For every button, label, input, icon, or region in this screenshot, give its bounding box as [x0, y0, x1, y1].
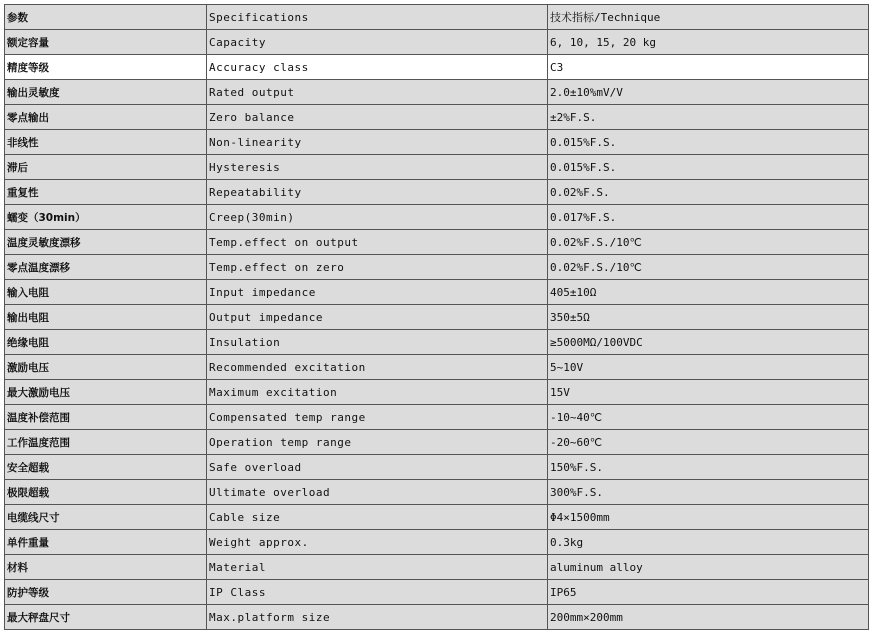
parameter-cell: 输出电阻: [5, 305, 207, 330]
specification-cell: Recommended excitation: [207, 355, 548, 380]
table-row: [5, 605, 869, 630]
table-row: [5, 255, 869, 280]
table-row: [5, 30, 869, 55]
technique-cell: 0.017%F.S.: [548, 205, 869, 230]
parameter-cell: 滞后: [5, 155, 207, 180]
technique-cell: 350±5Ω: [548, 305, 869, 330]
table-header-row: [5, 5, 869, 30]
specification-cell: Weight approx.: [207, 530, 548, 555]
table-row: [5, 530, 869, 555]
header-parameter-cell: 参数: [5, 5, 207, 30]
specification-cell: Ultimate overload: [207, 480, 548, 505]
technique-cell: 405±10Ω: [548, 280, 869, 305]
specification-cell: Output impedance: [207, 305, 548, 330]
table-row: [5, 430, 869, 455]
parameter-cell: 极限超载: [5, 480, 207, 505]
parameter-cell: 电缆线尺寸: [5, 505, 207, 530]
specification-cell: Creep(30min): [207, 205, 548, 230]
specification-cell: Material: [207, 555, 548, 580]
specification-cell: Capacity: [207, 30, 548, 55]
parameter-cell: 防护等级: [5, 580, 207, 605]
specification-cell: Cable size: [207, 505, 548, 530]
table-row: [5, 180, 869, 205]
specification-cell: Operation temp range: [207, 430, 548, 455]
specification-cell: Temp.effect on output: [207, 230, 548, 255]
specification-cell: Hysteresis: [207, 155, 548, 180]
technique-cell: -20~60℃: [548, 430, 869, 455]
parameter-cell: 最大秤盘尺寸: [5, 605, 207, 630]
table-row: [5, 55, 869, 80]
parameter-cell: 输出灵敏度: [5, 80, 207, 105]
specification-cell: Repeatability: [207, 180, 548, 205]
specification-cell: Safe overload: [207, 455, 548, 480]
specification-cell: Insulation: [207, 330, 548, 355]
parameter-cell: 输入电阻: [5, 280, 207, 305]
table-row: [5, 330, 869, 355]
table-row: [5, 480, 869, 505]
technique-cell: -10~40℃: [548, 405, 869, 430]
technique-cell: ≥5000MΩ/100VDC: [548, 330, 869, 355]
table-row: [5, 155, 869, 180]
technique-cell: 0.02%F.S./10℃: [548, 230, 869, 255]
technique-cell: Φ4×1500mm: [548, 505, 869, 530]
parameter-cell: 最大激励电压: [5, 380, 207, 405]
parameter-cell: 温度补偿范围: [5, 405, 207, 430]
table-row: [5, 555, 869, 580]
table-row: [5, 230, 869, 255]
table-row: [5, 105, 869, 130]
technique-cell: 0.015%F.S.: [548, 155, 869, 180]
parameter-cell: 工作温度范围: [5, 430, 207, 455]
table-row: [5, 280, 869, 305]
specification-table: [4, 4, 869, 630]
table-row: [5, 455, 869, 480]
parameter-cell: 额定容量: [5, 30, 207, 55]
parameter-cell: 绝缘电阻: [5, 330, 207, 355]
technique-cell: 0.3kg: [548, 530, 869, 555]
technique-cell: 200mm×200mm: [548, 605, 869, 630]
parameter-cell: 安全超载: [5, 455, 207, 480]
table-row: [5, 405, 869, 430]
technique-cell: 6, 10, 15, 20 kg: [548, 30, 869, 55]
technique-cell: 0.015%F.S.: [548, 130, 869, 155]
specification-cell: Maximum excitation: [207, 380, 548, 405]
parameter-cell: 重复性: [5, 180, 207, 205]
technique-cell: 15V: [548, 380, 869, 405]
technique-cell: 5~10V: [548, 355, 869, 380]
parameter-cell: 零点输出: [5, 105, 207, 130]
parameter-cell: 非线性: [5, 130, 207, 155]
technique-cell: 150%F.S.: [548, 455, 869, 480]
parameter-cell: 温度灵敏度漂移: [5, 230, 207, 255]
technique-cell: IP65: [548, 580, 869, 605]
technique-cell: 0.02%F.S./10℃: [548, 255, 869, 280]
specification-cell: Accuracy class: [207, 55, 548, 80]
technique-cell: C3: [548, 55, 869, 80]
specification-table-body: [5, 5, 869, 630]
technique-cell: aluminum alloy: [548, 555, 869, 580]
technique-cell: 2.0±10%mV/V: [548, 80, 869, 105]
table-row: [5, 205, 869, 230]
header-technique-cell: 技术指标/Technique: [548, 5, 869, 30]
table-row: [5, 80, 869, 105]
table-row: [5, 580, 869, 605]
specification-cell: Temp.effect on zero: [207, 255, 548, 280]
specification-cell: Non-linearity: [207, 130, 548, 155]
specification-cell: IP Class: [207, 580, 548, 605]
technique-cell: 0.02%F.S.: [548, 180, 869, 205]
table-row: [5, 130, 869, 155]
table-row: [5, 380, 869, 405]
table-row: [5, 305, 869, 330]
parameter-cell: 材料: [5, 555, 207, 580]
table-row: [5, 505, 869, 530]
parameter-cell: 零点温度漂移: [5, 255, 207, 280]
header-specification-cell: Specifications: [207, 5, 548, 30]
parameter-cell: 激励电压: [5, 355, 207, 380]
parameter-cell: 蠕变（30min）: [5, 205, 207, 230]
parameter-cell: 精度等级: [5, 55, 207, 80]
specification-cell: Compensated temp range: [207, 405, 548, 430]
specification-cell: Input impedance: [207, 280, 548, 305]
technique-cell: 300%F.S.: [548, 480, 869, 505]
technique-cell: ±2%F.S.: [548, 105, 869, 130]
parameter-cell: 单件重量: [5, 530, 207, 555]
specification-cell: Rated output: [207, 80, 548, 105]
table-row: [5, 355, 869, 380]
specification-cell: Max.platform size: [207, 605, 548, 630]
specification-cell: Zero balance: [207, 105, 548, 130]
